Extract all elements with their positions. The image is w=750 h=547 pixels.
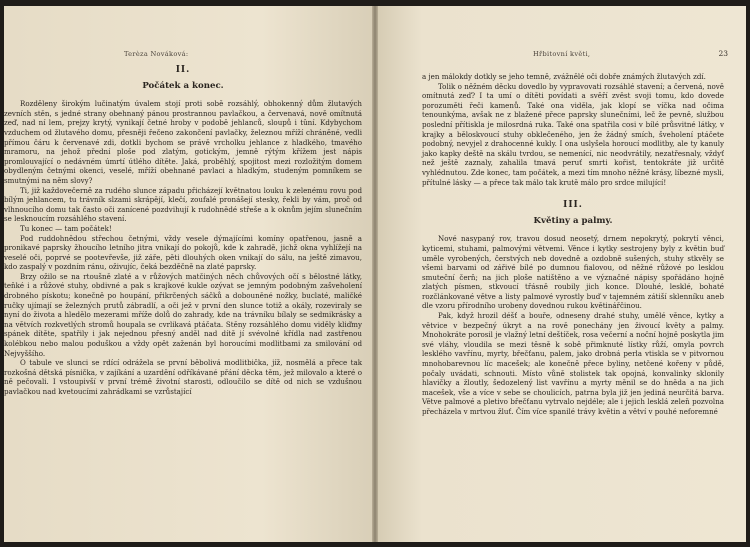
paragraph: Ti, již každovečerně za rudého slunce západu přicházejí květnatou louku k zelenému rovu pod bílým jehlancem, tu trávník slzami skrápějí, klečí, zoufalé pronášejí stesky, řekli by vám, proč od vlhnoucího domu tak často oči zanícené pozdvihují k rudohnědé střeše a k oknům jejím slunečním se lesknoucím rozsáhlého stavení. bbox=[4, 185, 362, 224]
chapter-number: II. bbox=[175, 65, 191, 75]
right-text-column bbox=[422, 72, 724, 417]
paragraph: Brzy ožilo se na rtoušně zlaté a v růžových matčiných něch chůvových očí s bělostné látky, teňké i a růžové stuhy, obdivné a pak s krajkové kukle ozývat se jemným podobným zašveholení drobného pískotu; konečně po houpání, přikrčených sáčků a dobouněné nožky, buclaté, maličké ručky ujímají se železných prutů zábradlí, a oči jež v první den slunce totiž a okály, rozeviraly se nyní do života a hledělo mezerami mříže dolů do zahrady, kde na trávníku bílaly se sedmikrásky a na větvích rozkvetlých stromů houpala se cvrlikavá ptáčata. Stěny rozsáhlého domu viděly kliďmy spánek dítěte, spatřily i jak nejednou přesný anděl nad dítě jí svévolné křídla nad zastřenou kolébkou nebo malou poduškou a vždy opět zaženán byl horoucími modlitbami za smilování od Nejvyššího. bbox=[4, 271, 362, 358]
chapter-number: III. bbox=[563, 200, 583, 211]
page-number: 23 bbox=[718, 49, 728, 58]
paragraph: Tolik o něžném děcku dovedlo by vypravovati rozsáhlé stavení; a červená, nově omítnutá zeď? I ta umí o dítěti povídati a svěří zvěst svoji tomu, kdo dovede porozuměti řeči kamenů. Také ona viděla, jak klopí se víčka nad očima tenounkýma, avšak ne z blažené přece paprsky slunečními, leč že pevně, službou poslední přítiskla je milosrdná ruka. Také ona spatřila cosi v bílé průsvitné látky, v krajky a běloskvoucí stuhy obklečeného, jen že žádný smích, šveholení ptáčete podobný, nevyjel z drahocenné kukly. I ona uslyšela horoucí modlitby, ale ty kanuly jako kapky deště na skálu tvrdou, se nemenící, nic neodvrátily, nezatřesnaly, vždyť než ještě zaznaly, zahalila tmavá peruť smrti kořist, tentokráte již určitě vyhlédnutou. Zde konec, tam počátek, a mezi tím mnoho něžné krásy, líbezné mysli, přítulné lásky — a přece tak málo tak krutě málo pro srdce milující! bbox=[422, 81, 724, 187]
chapter-title: Květiny a palmy. bbox=[533, 215, 613, 226]
paragraph: Pak, když hrozil déšť a bouře, odneseny drahé stuhy, umělé věnce, kytky a větvice v bezpečný úkryt a na rově ponechány jen živoucí květy a palmy. Mnohokráte porosil je vlažný letní deštíček, rosa večerní a noční hojně poskytla jim své vláhy, vloudila se mezi těsně k sobě přimknuté lístky růží, omyla povrch lesklého vavřínu, myrty, břečťanu, palem, jako drobná perla vtiskla se v pitvornou mnohobarevnou líc macešek; ale konečně přece byliny, netčené kořeny v půdě, počaly uvádati, schnouti. Místo vůně stolistek tak opojná, konvalinky sklonily hlavičky a žloutly, šedozelený list vavřínu a myrty měnil se do hněda a na jich macešek, vše a více v sebe se choulicích, patrna byla již jen jediná neurčitá barva. Větve palmové a pletivo břečťanu vytrvalo nejdéle; ale i jejich lesklá zeleň pozvolna přecházela v mrtvou žluť. Čím více spanilé trávy květin a větví v pouhé neforemné bbox=[422, 311, 724, 416]
running-head-right: Hřbitovní květi, bbox=[533, 50, 591, 58]
left-page bbox=[4, 6, 372, 542]
right-page bbox=[378, 6, 746, 542]
paragraph: Nové nasypaný rov, travou dosud neosetý, drnem nepokrytý, pokrytí věnci, kyticemi, stuhami, palmovými větvemi. Věnce i kytky sestrojeny byly z květin buď uměle vyrobených, čerstvých neb dovedně a ozdobně sušených, stuhy stkvěly se všemi barvami od zářivé bílé po dumnou fialovou, od něžné růžové po lesklou smuteční čerň; na jich ploše natištěno a ve význačné nápisy spořádáno hojně zlatých písmen, stkvoucí třásně roubily jich konce. Dlouhé, lesklé, bohaté rozčlánkované větve a listy palmové vyrostly buď v tajemném zátiší sklenníku aneb dle vzoru přírodního urobeny dovednou rukou květinářčinou. bbox=[422, 234, 724, 311]
chapter-title: Počátek a konec. bbox=[142, 80, 224, 91]
paragraph: Tu konec — tam počátek! bbox=[20, 223, 112, 233]
running-head-left: Terèza Nováková: bbox=[124, 50, 189, 58]
book-spread bbox=[4, 6, 746, 542]
paragraph: Rozděleny širokým lučinatým úvalem stojí proti sobě rozsáhlý, obhokenný dům žlutavých zevních stěn, s jedné strany obehnaný pánou prostrannou pavlačkou, a červenavá, nově omítnutá zeď, nad ní lem, prejzy krytý, vynikají četné hroby v podobě jehlanců, sloupů i tûní. Kdybychom vzduchem od žlutavého domu, přesněji řečeno zakončení pavlačky, železnou mříží chráněné, vedli přímou čáru k červenavé zdi, dotkli bychom se právě vrcholku jehlance z hladkého, tmavého mramoru, na jehož přední ploše pod zlatým, gotickým, jemně rýtým křížem jest nápis promlouvající o nedávném úmrtí útlého dítěte. Jaká, proběhlý, spojitost mezi rozložitým domem obydleným četnými okenci, veselé, mříží obehnané pavlaci a hladkým, studeným pomníkem se smutnými na něm slovy? bbox=[4, 99, 362, 185]
paragraph: O tabule ve slunci se rdící odrážela se první běbolivá modlitbička, jíž, nosmělá a přece tak rozkošná dětská písnička, v zajíkání a uzardění odříkávané přání děcka těm, jež milovalo a které o ně pečovali. I vstoupivší v první trémě životní starosti, odloučilo se dítě od nich se vzdušnou pavlačkou nad kvetoucími zahrádkami se vzrůstající bbox=[4, 358, 362, 396]
left-text-column bbox=[4, 66, 362, 397]
paragraph: Pod ruddohnědou střechou četnými, vždy vesele dýmajícími komíny opatřenou, jasně a pronikavé paprsky žhoucího letního jitra vnikají do pokojů, kde k zahradě, jichž okna vyhlížejí na veselé oči, poprvé se pootevřevše, již záře, pěti dlouhých oken vnikají do sálu, na ještě zimavou, kdo zaspalý v pozdním ránu, oživujíc, čeká bezděčně na zlaté paprsky. bbox=[4, 233, 362, 272]
paragraph-continuation: a jen málokdy dotkly se jeho temně, zvážnělé oči dobře známých žlutavých zdí. bbox=[422, 72, 706, 81]
